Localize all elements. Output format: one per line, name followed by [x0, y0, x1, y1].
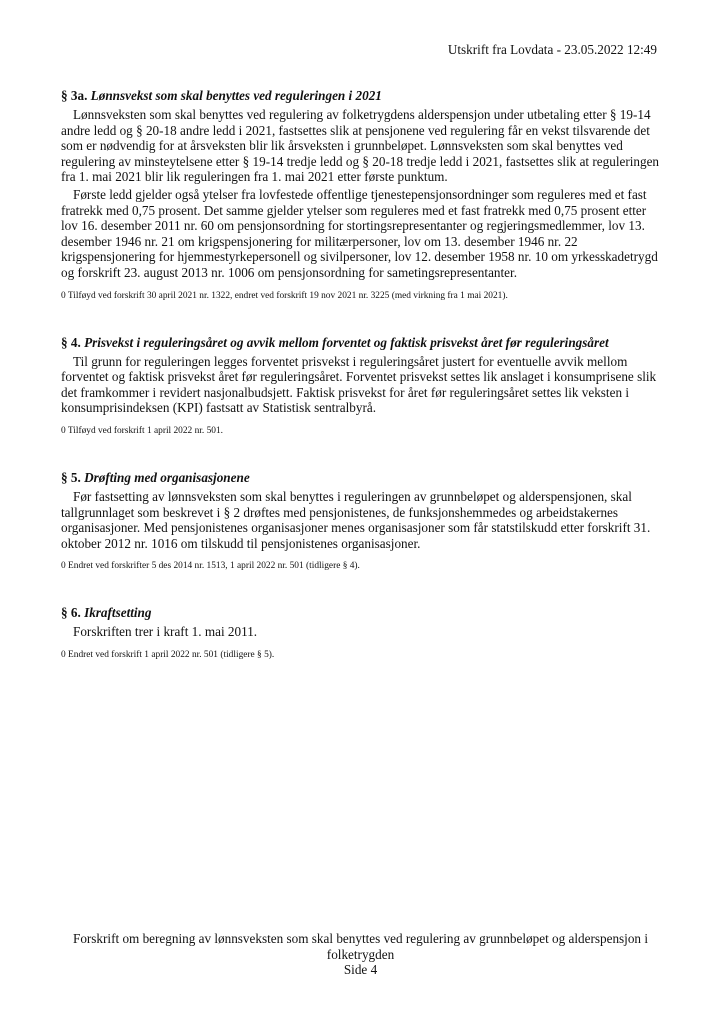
document-body — [61, 88, 660, 678]
section-3a — [61, 88, 660, 302]
footer-title-line: Forskrift om beregning av lønnsveksten som skal benyttes ved regulering av grunnbeløpet og alderspensjon i — [72, 931, 648, 946]
section-number: § 4. — [61, 334, 81, 350]
section-4 — [61, 335, 660, 437]
section-5 — [61, 470, 660, 572]
section-6 — [61, 605, 660, 661]
printout-timestamp: Utskrift fra Lovdata - 23.05.2022 12:49 — [447, 42, 657, 57]
paragraph: Før fastsetting av lønnsveksten som skal benyttes i reguleringen av grunnbeløpet og alderspensjonen, skal tallgrunnlaget som beskrevet i § 2 drøftes med pensjonistenes, de funksjonshemmedes og arbeidstakernes organisasjoner. Med pensjonistenes organisasjoner menes organisasjoner som får statstilskudd etter forskrift 31. oktober 2012 nr. 1016 om tilskudd til pensjonistenes organisasjoner. — [61, 488, 651, 551]
paragraph: Til grunn for reguleringen legges forventet prisvekst i reguleringsåret justert for eventuelle avvik mellom forventet og faktisk prisvekst året før reguleringsåret. Forventet prisvekst settes lik anslaget i konsumprisene slik det framkommer i revidert nasjonalbudsjett. Faktisk prisvekst for året før reguleringsåret settes lik veksten i konsumprisindeksen (KPI) fastsatt av Statistisk sentralbyrå. — [61, 353, 657, 416]
section-heading — [61, 335, 660, 351]
amendment-note: 0 Endret ved forskrifter 5 des 2014 nr. 1513, 1 april 2022 nr. 501 (tidligere § 4). — [61, 561, 360, 572]
section-number: § 5. — [61, 469, 81, 485]
section-number: § 3a. — [61, 88, 88, 103]
paragraph: Lønnsveksten som skal benyttes ved regulering av folketrygdens alderspensjon under utbetaling etter § 19-14 andre ledd og § 20-18 andre ledd i 2021, fastsettes slik at pensjonene ved regulering får en vekst tilsvarende det som er nødvendig for at årsveksten blir lik årsveksten i grunnbeløpet. Lønnsveksten som skal benyttes ved regulering av minsteytelsene etter § 19-14 tredje ledd og § 20-18 tredje ledd i 2021, fastsettes slik at reguleringen fra 1. mai 2021 blir lik reguleringen fra 1. mai 2021 etter første punktum. — [61, 107, 660, 185]
paragraph: Forskriften trer i kraft 1. mai 2011. — [73, 624, 258, 640]
section-heading — [61, 88, 660, 104]
amendment-note: 0 Tilføyd ved forskrift 30 april 2021 nr. 1322, endret ved forskrift 19 nov 2021 nr. 3225 (med virkning fra 1 mai 2021). — [61, 290, 508, 301]
section-heading — [61, 470, 660, 486]
section-title: Ikraftsetting — [84, 605, 152, 621]
amendment-note: 0 Endret ved forskrift 1 april 2022 nr. 501 (tidligere § 5). — [61, 649, 275, 660]
section-title: Prisvekst i reguleringsåret og avvik mellom forventet og faktisk prisvekst året før reguleringsåret — [84, 334, 609, 350]
page-footer — [61, 931, 660, 978]
footer-title-line: folketrygden — [326, 946, 395, 962]
section-number: § 6. — [61, 605, 81, 621]
section-title: Lønnsvekst som skal benyttes ved reguleringen i 2021 — [90, 88, 382, 103]
amendment-note: 0 Tilføyd ved forskrift 1 april 2022 nr. 501. — [61, 425, 223, 436]
section-heading — [61, 605, 660, 621]
section-title: Drøfting med organisasjonene — [84, 469, 250, 485]
paragraph: Første ledd gjelder også ytelser fra lovfestede offentlige tjenestepensjonsordninger som reguleres med et fast fratrekk med 0,75 prosent. Det samme gjelder ytelser som reguleres med et fast fratrekk med 0,75 prosent etter lov 16. desember 2011 nr. 60 om pensjonsordning for stortingsrepresentanter og regjeringsmedlemmer, lov 13. desember 1946 nr. 21 om krigspensjonering for militærpersoner, lov om 13. desember 1946 nr. 22 krigspensjonering for hjemmestyrkepersonell og sivilpersoner, lov 12. desember 1958 nr. 10 om yrkesskadetrygd og forskrift 23. august 2013 nr. 1006 om pensjonsordning for sametingsrepresentanter. — [61, 186, 658, 280]
page-number: Side 4 — [343, 962, 378, 978]
printout-header — [448, 42, 657, 58]
